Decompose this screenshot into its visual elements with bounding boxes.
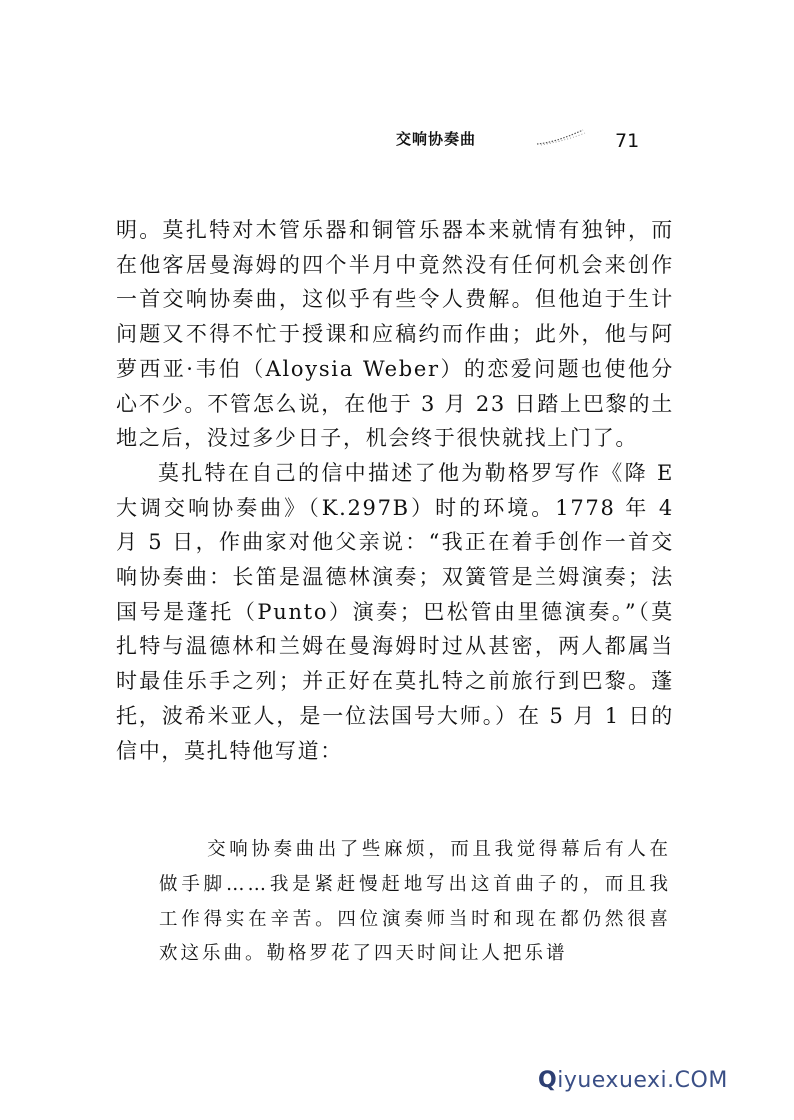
site-watermark — [538, 1068, 728, 1093]
running-title: 交响协奏曲 — [396, 130, 477, 148]
body-text — [116, 213, 674, 768]
paragraph-1: 明。莫扎特对木管乐器和铜管乐器本来就情有独钟，而在他客居曼海姆的四个半月中竟然没有任何机会来创作一首交响协奏曲，这似乎有些令人费解。但他迫于生计问题又不得不忙于授课和应稿约而作曲；此外，他与阿萝西亚·韦伯（Aloysia Weber）的恋爱问题也使他分心不少。不管怎么说，在他于 3 月 23 日踏上巴黎的土地之后，没过多少日子，机会终于很快就找上门了。 — [116, 218, 674, 451]
header-ornament-icon — [535, 128, 587, 148]
page-number: 71 — [615, 130, 640, 152]
watermark-text: iyuexuexi.COM — [557, 1068, 728, 1093]
paragraph-2: 莫扎特在自己的信中描述了他为勒格罗写作《降 E 大调交响协奏曲》（K.297B）时的环境。1778 年 4 月 5 日，作曲家对他父亲说：“我正在着手创作一首交响协奏曲：长笛是温德林演奏；双簧管是兰姆演奏；法国号是蓬托（Punto）演奏；巴松管由里德演奏。”（莫扎特与温德林和兰姆在曼海姆时过从甚密，两人都属当时最佳乐手之列；并正好在莫扎特之前旅行到巴黎。蓬托，波希米亚人，是一位法国号大师。）在 5 月 1 日的信中，莫扎特他写道： — [116, 460, 674, 763]
block-quote: 交响协奏曲出了些麻烦，而且我觉得幕后有人在做手脚……我是紧赶慢赶地写出这首曲子的，而且我工作得实在辛苦。四位演奏师当时和现在都仍然很喜欢这乐曲。勒格罗花了四天时间让人把乐谱 — [159, 839, 671, 965]
watermark-initial: Q — [538, 1068, 558, 1093]
